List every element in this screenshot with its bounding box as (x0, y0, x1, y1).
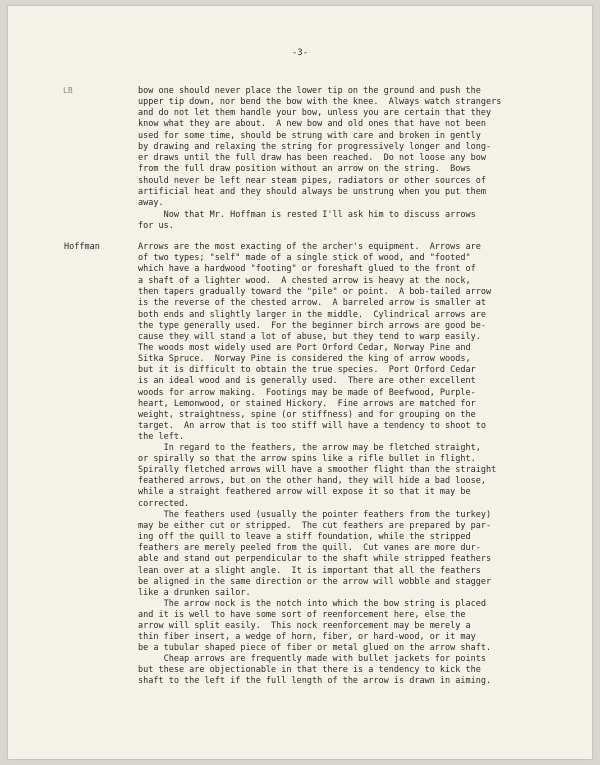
text-line: Now that Mr. Hoffman is rested I'll ask him to discuss arrows (138, 210, 476, 220)
text-line: In regard to the feathers, the arrow may be fletched straight, (138, 443, 481, 453)
margin-mark: LB (63, 86, 73, 95)
text-line: artificial heat and they should always be unstrung when you put them (138, 187, 486, 197)
text-line: may be either cut or stripped. The cut feathers are prepared by par- (138, 521, 492, 531)
text-line: of two types; "self" made of a single stick of wood, and "footed" (138, 253, 471, 263)
text-line: upper tip down, nor bend the bow with the knee. Always watch strangers (138, 97, 502, 107)
text-line: The feathers used (usually the pointer feathers from the turkey) (138, 510, 492, 520)
document-page (8, 6, 592, 759)
text-line: which have a hardwood "footing" or foreshaft glued to the front of (138, 264, 476, 274)
text-line: but it is difficult to obtain the true species. Port Orford Cedar (138, 365, 476, 375)
text-line: for us. (138, 221, 174, 231)
text-line: shaft to the left if the full length of the arrow is drawn in aiming. (138, 676, 492, 686)
text-line: from the full draw position without an arrow on the string. Bows (138, 164, 471, 174)
text-line: by drawing and relaxing the string for progressively longer and long- (138, 142, 492, 152)
text-line: able and stand out perpendicular to the shaft while stripped feathers (138, 554, 492, 564)
text-line: arrow will split easily. This nock reenforcement may be merely a (138, 621, 471, 631)
text-line: the left. (138, 432, 185, 442)
text-line: while a straight feathered arrow will expose it so that it may be (138, 487, 471, 497)
text-line: lean over at a slight angle. It is important that all the feathers (138, 566, 481, 576)
text-line: feathers are merely peeled from the quill. Cut vanes are more dur- (138, 543, 481, 553)
text-line: is an ideal wood and is generally used. There are other excellent (138, 376, 476, 386)
text-line: thin fiber insert, a wedge of horn, fiber, or hard-wood, or it may (138, 632, 476, 642)
text-line: Arrows are the most exacting of the archer's equipment. Arrows are (138, 242, 481, 252)
text-line: feathered arrows, but on the other hand, they will hide a bad loose, (138, 476, 486, 486)
text-line: target. An arrow that is too stiff will have a tendency to shoot to (138, 421, 486, 431)
text-line: and it is well to have some sort of reenforcement here, else the (138, 610, 466, 620)
text-line: or spirally so that the arrow spins like a rifle bullet in flight. (138, 454, 476, 464)
text-line: woods for arrow making. Footings may be made of Beefwood, Purple- (138, 388, 476, 398)
text-line: weight, straightness, spine (or stiffness) and for grouping on the (138, 410, 476, 420)
text-line: should never be left near steam pipes, radiators or other sources of (138, 176, 486, 186)
text-line: ing off the quill to leave a stiff foundation, while the stripped (138, 532, 471, 542)
text-line: is the reverse of the chested arrow. A barreled arrow is smaller at (138, 298, 486, 308)
text-line: Spirally fletched arrows will have a smoother flight than the straight (138, 465, 497, 475)
text-line: The arrow nock is the notch into which the bow string is placed (138, 599, 486, 609)
text-line: heart, Lemonwood, or stained Hickory. Fine arrows are matched for (138, 399, 476, 409)
text-line: Sitka Spruce. Norway Pine is considered the king of arrow woods, (138, 354, 471, 364)
text-line: cause they will stand a lot of abuse, but they tend to warp easily. (138, 332, 481, 342)
text-line: know what they are about. A new bow and old ones that have not been (138, 119, 486, 129)
text-line: be aligned in the same direction or the arrow will wobble and stagger (138, 577, 492, 587)
text-line: Cheap arrows are frequently made with bullet jackets for points (138, 654, 486, 664)
text-line: be a tubular shaped piece of fiber or metal glued on the arrow shaft. (138, 643, 492, 653)
text-line: away. (138, 198, 164, 208)
text-line: a shaft of a lighter wood. A chested arrow is heavy at the nock, (138, 276, 471, 286)
text-line: both ends and slightly larger in the middle. Cylindrical arrows are (138, 310, 486, 320)
text-line: bow one should never place the lower tip on the ground and push the (138, 86, 481, 96)
text-line: then tapers gradually toward the "pile" or point. A bob-tailed arrow (138, 287, 492, 297)
text-line: er draws until the full draw has been reached. Do not loose any bow (138, 153, 486, 163)
text-line: but these are objectionable in that there is a tendency to kick the (138, 665, 481, 675)
text-line: the type generally used. For the beginner birch arrows are good be- (138, 321, 486, 331)
text-line: and do not let them handle your bow, unless you are certain that they (138, 108, 492, 118)
text-line: like a drunken sailor. (138, 588, 251, 598)
text-line: corrected. (138, 499, 190, 509)
text-line: The woods most widely used are Port Orford Cedar, Norway Pine and (138, 343, 471, 353)
page-number: -3- (291, 48, 309, 58)
text-line: used for some time, should be strung with care and broken in gently (138, 131, 481, 141)
speaker-label: Hoffman (64, 242, 100, 252)
